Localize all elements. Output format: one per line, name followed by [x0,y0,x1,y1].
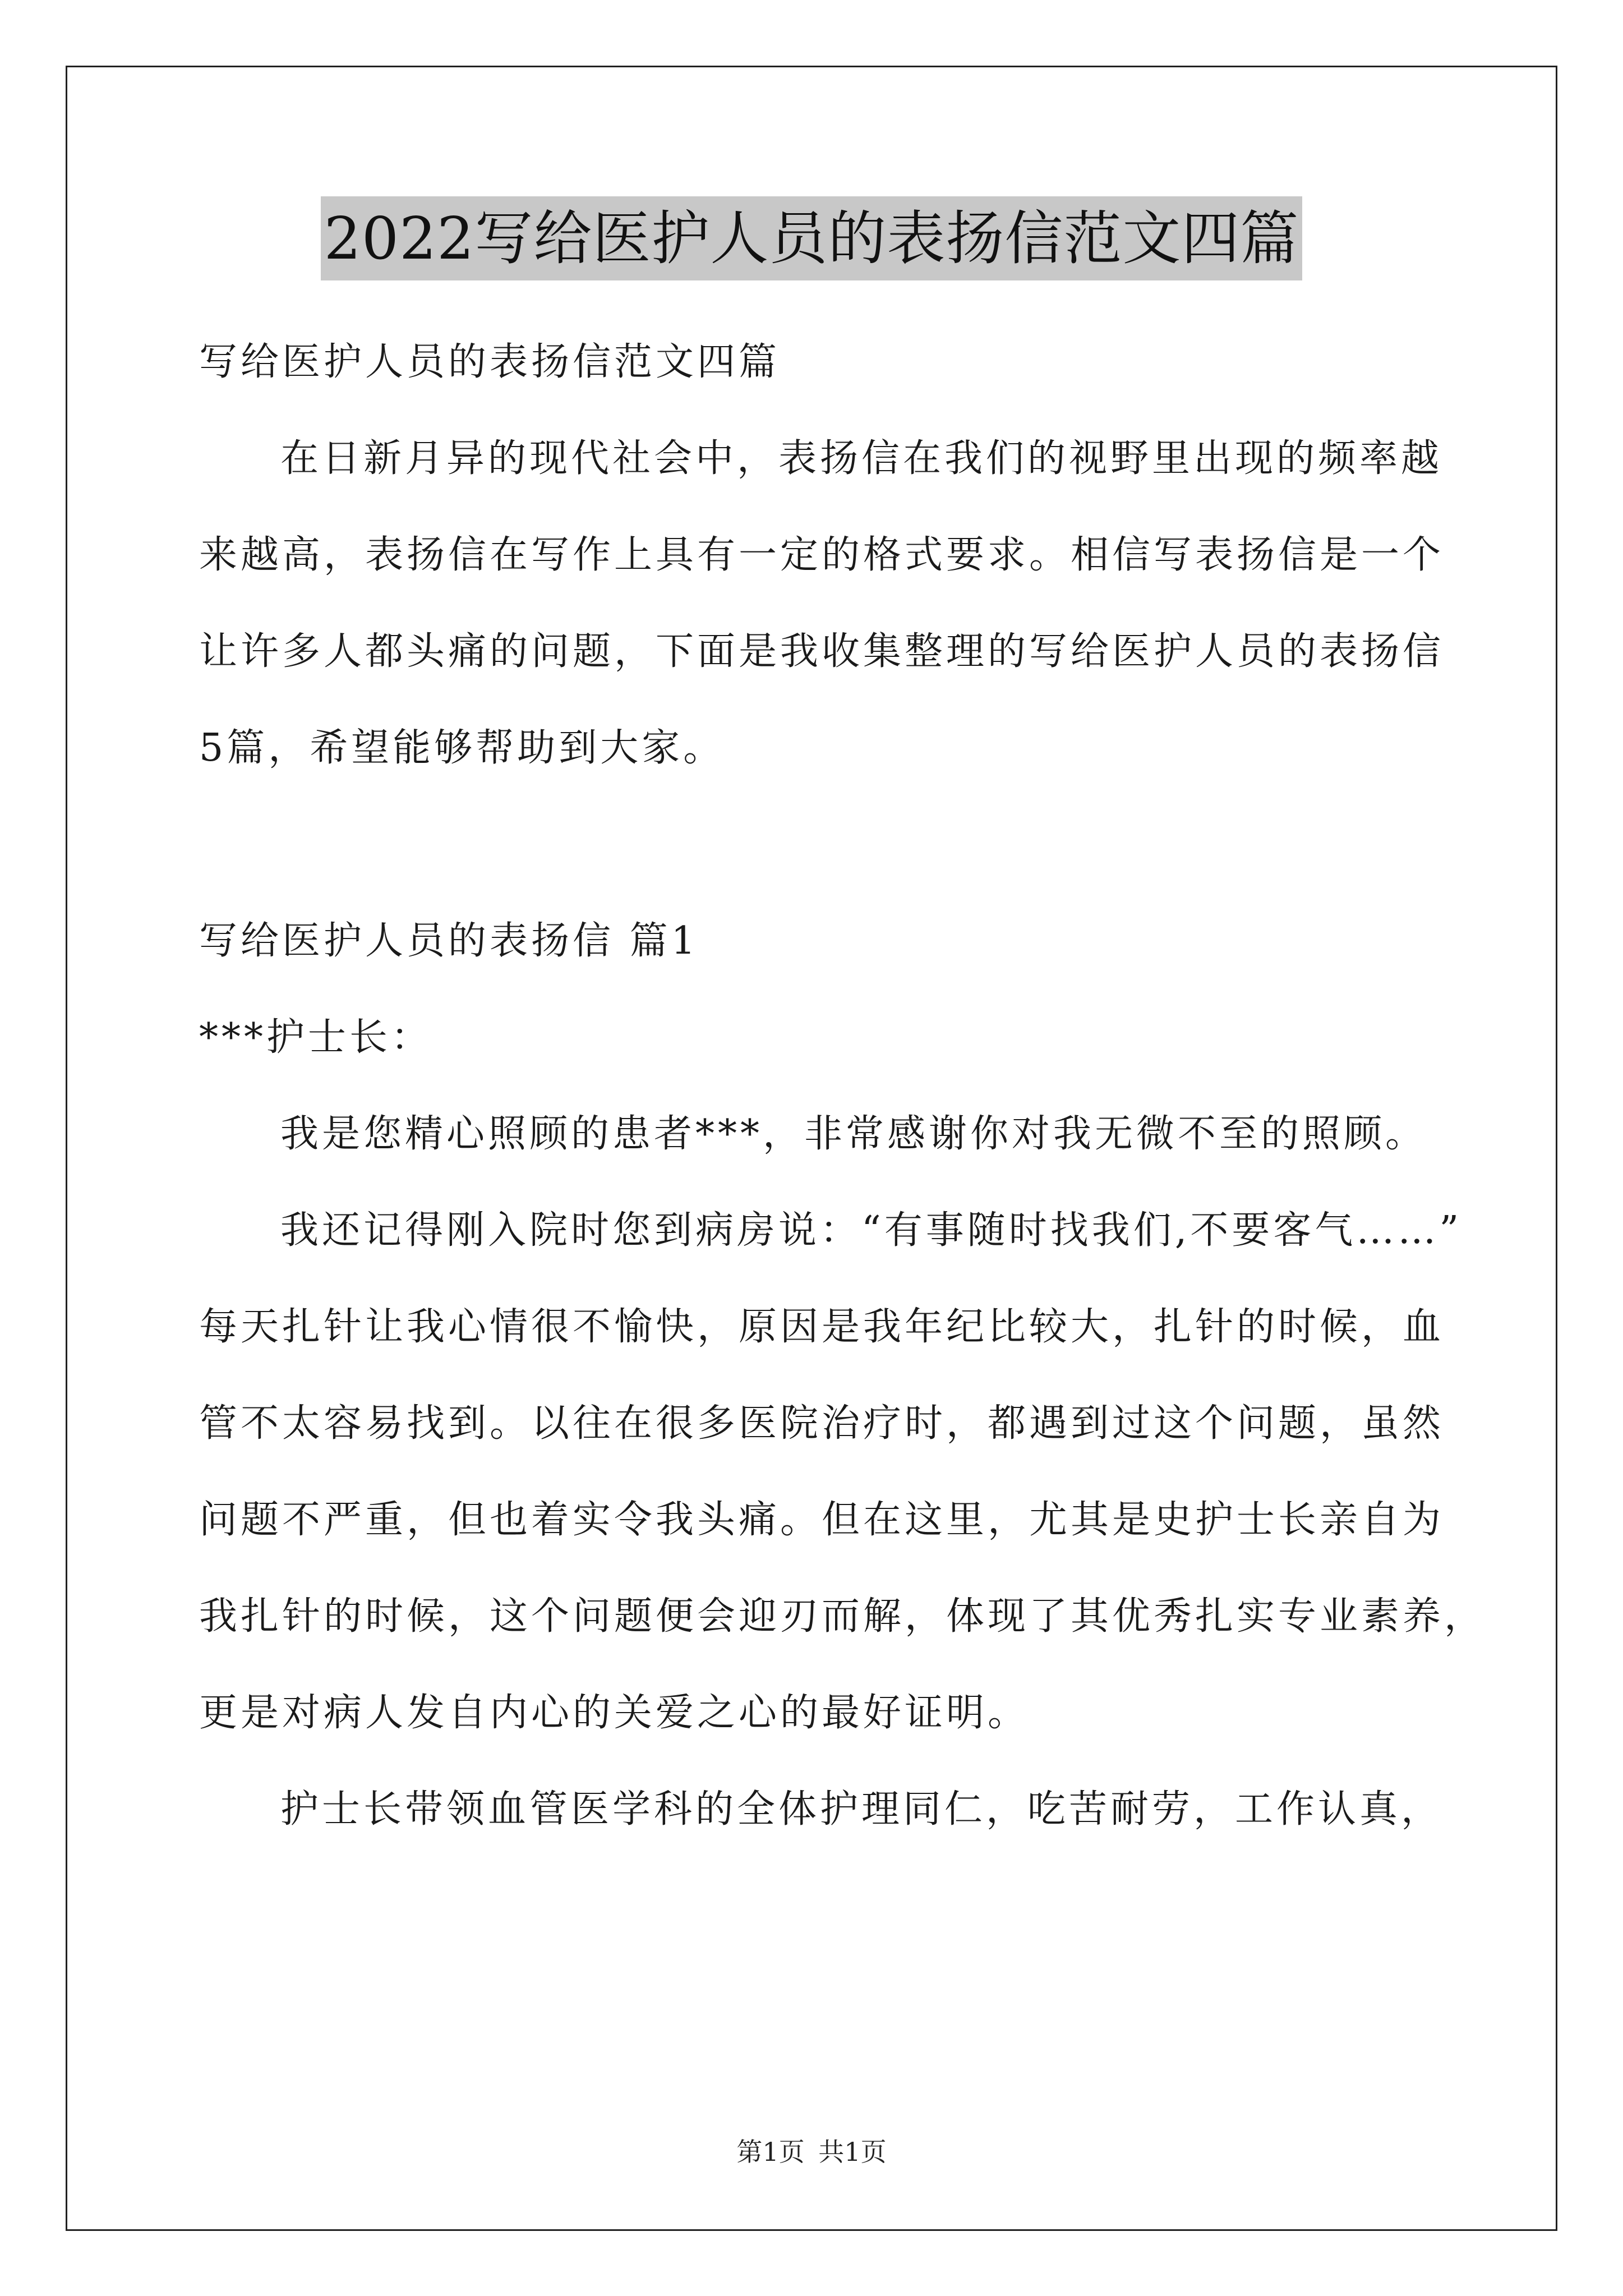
intro-line: 来越高，表扬信在写作上具有一定的格式要求。相信写表扬信是一个 [199,533,1445,577]
intro-line: 在日新月异的现代社会中，表扬信在我们的视野里出现的频率越 [280,436,1443,481]
page-footer: 第1页 共1页 [736,2137,887,2167]
title-container [0,196,1623,280]
paragraph-line: 问题不严重，但也着实令我头痛。但在这里，尤其是史护士长亲自为 [199,1498,1445,1542]
intro-line: 让许多人都头痛的问题，下面是我收集整理的写给医护人员的表扬信 [199,629,1445,674]
intro-line: 5篇，希望能够帮助到大家。 [199,726,725,770]
section-heading: 写给医护人员的表扬信 篇1 [199,919,699,963]
paragraph-line: 更是对病人发自内心的关爱之心的最好证明。 [199,1691,1030,1735]
paragraph-line: 管不太容易找到。以往在很多医院治疗时，都遇到过这个问题，虽然 [199,1401,1445,1446]
paragraph-line: 我扎针的时候，这个问题便会迎刃而解，体现了其优秀扎实专业素养， [199,1594,1486,1639]
document-subtitle: 写给医护人员的表扬信范文四篇 [199,340,781,384]
salutation: ***护士长： [199,1015,433,1060]
paragraph-gap [199,797,1433,893]
document-body [199,314,1486,1858]
paragraph-line: 护士长带领血管医学科的全体护理同仁，吃苦耐劳，工作认真， [280,1787,1443,1832]
paragraph-line: 每天扎针让我心情很不愉快，原因是我年纪比较大，扎针的时候，血 [199,1305,1445,1349]
document-title: 2022写给医护人员的表扬信范文四篇 [321,196,1303,280]
paragraph-line: 我还记得刚入院时您到病房说：“有事随时找我们,不要客气……” [280,1208,1463,1253]
paragraph-line: 我是您精心照顾的患者***，非常感谢你对我无微不至的照顾。 [280,1112,1427,1156]
